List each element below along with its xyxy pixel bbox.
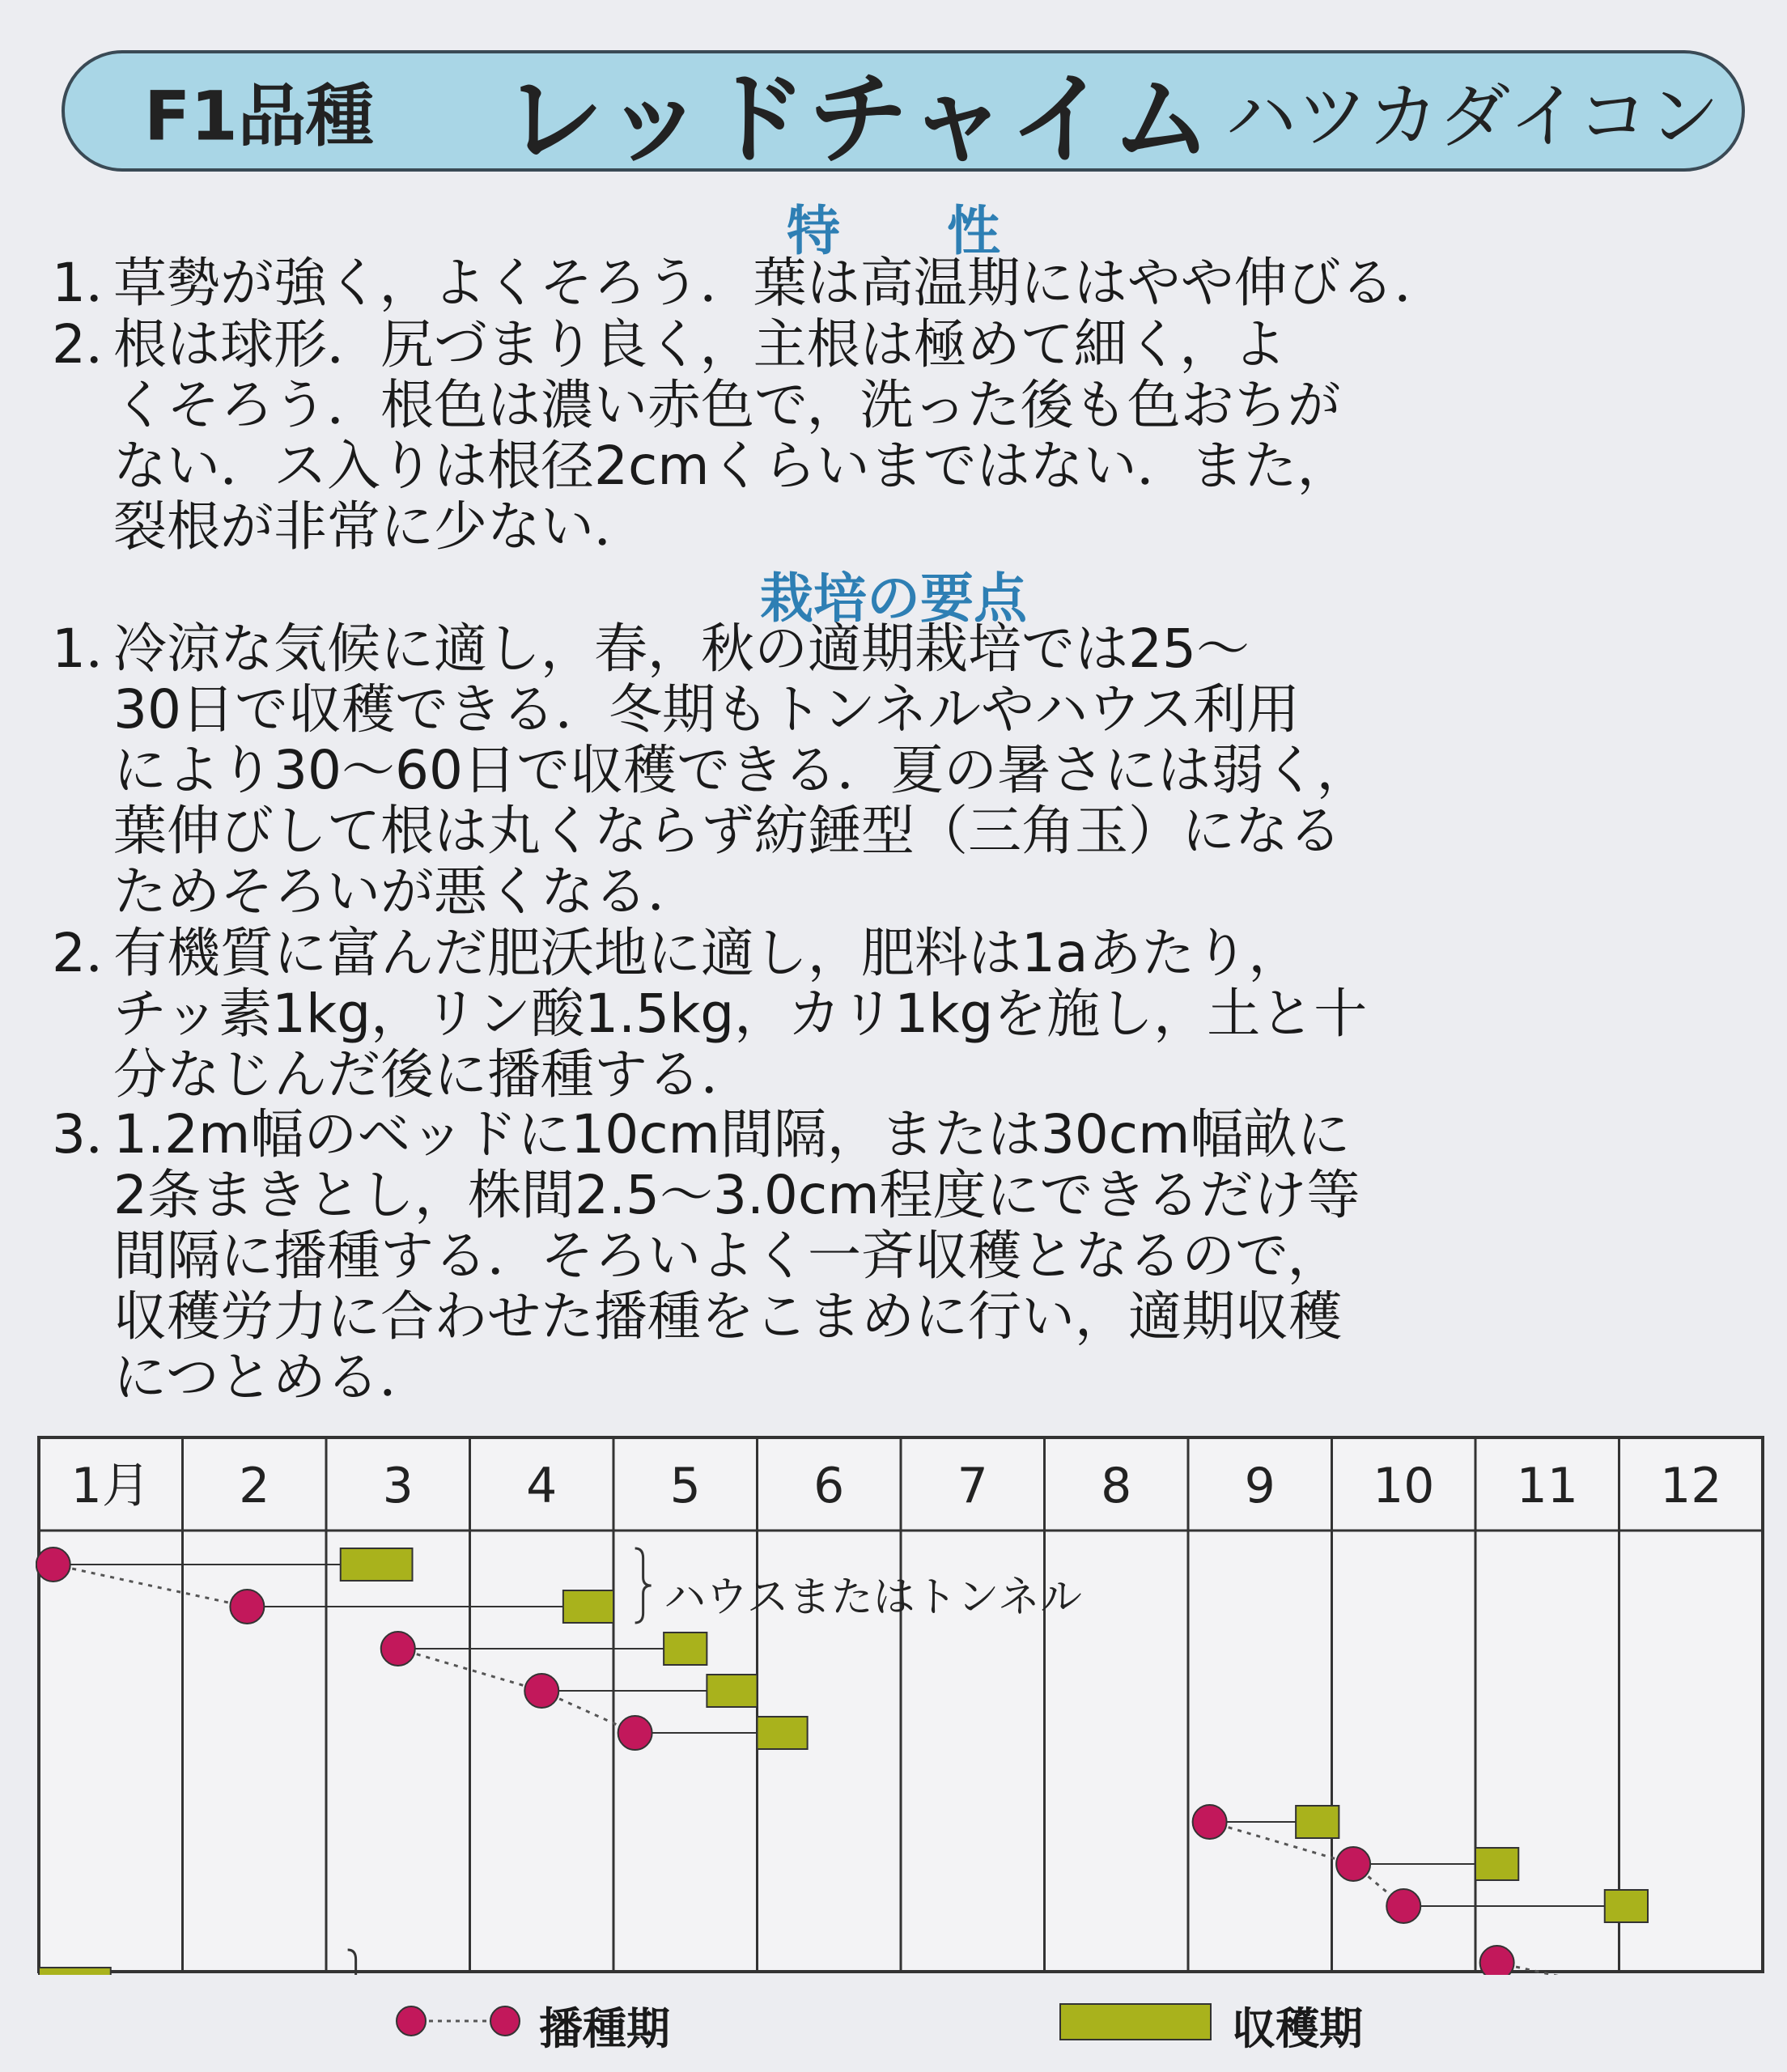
characteristic-item-2 [52,314,1768,557]
harvest-bar [1296,1806,1339,1838]
item-line: 1.2m幅のベッドに10cm間隔，または30cm幅畝に [113,1103,1351,1166]
item-line: ない．ス入りは根径2cmくらいまではない．また， [113,435,1351,497]
month-label: 6 [813,1458,845,1514]
item-number: 2． [52,922,139,984]
sowing-dot [36,1548,70,1582]
item-line: 葉伸びして根は丸くならず紡錘型（三角玉）になる [113,800,1342,862]
sowing-legend-icon [393,1993,539,2049]
month-label: 10 [1373,1458,1435,1514]
item-line: 有機質に富んだ肥沃地に適し，肥料は1aあたり， [113,922,1302,984]
harvest-legend-label: 収穫期 [1232,2003,1363,2054]
item-line: 草勢が強く，よくそろう．葉は高温期にはやや伸びる． [113,252,1448,314]
item-line: くそろう．根色は濃い赤色で，洗った後も色おちが [113,374,1341,436]
item-line: 裂根が非常に少ない． [113,495,647,558]
legend-sowing [393,1993,960,2054]
month-label: 2 [239,1458,270,1514]
item-line: ためそろいが悪くなる． [113,860,701,923]
harvest-legend-icon [1057,1993,1219,2049]
item-line: 分なじんだ後に播種する． [113,1043,754,1106]
month-label: 8 [1101,1458,1132,1514]
variety-label: F1品種 [144,76,374,156]
characteristics-heading: 特 性 [787,200,1000,262]
sowing-dot [1193,1805,1227,1839]
title-banner [62,50,1745,178]
month-label: 11 [1516,1458,1578,1514]
item-line: チッ素1kg，リン酸1.5kg，カリ1kgを施し，土と十 [113,983,1368,1045]
cultivation-item-1 [52,618,1768,926]
item-line: 根は球形．尻づまり良く，主根は極めて細く，よ [113,313,1287,376]
product-type: ハツカダイコン [1225,74,1720,158]
sowing-dot [1336,1847,1370,1881]
harvest-bar [1475,1848,1518,1880]
item-line: 冷涼な気候に適し，春，秋の適期栽培では25～ [113,618,1250,680]
harvest-bar [1605,1890,1648,1922]
sowing-dot [1386,1889,1420,1923]
product-name: レッドチャイム [503,62,1214,178]
annotation-top: ハウスまたはトンネル [664,1573,1083,1622]
harvest-bar [707,1675,757,1707]
harvest-bar [39,1968,111,1975]
harvest-bar [664,1633,707,1665]
month-label: 3 [382,1458,414,1514]
sowing-dot [381,1632,415,1666]
item-line: 間隔に播種する．そろいよく一斉収穫となるので， [113,1225,1341,1287]
item-number: 1． [52,252,139,314]
item-line: 2条まきとし，株間2.5～3.0cm程度にできるだけ等 [113,1164,1360,1226]
month-label: 4 [526,1458,558,1514]
sowing-dot [618,1716,652,1750]
harvest-bar [758,1717,808,1749]
sowing-dot [230,1590,264,1624]
item-number: 2． [52,313,139,376]
month-label: 1月 [70,1458,151,1514]
characteristic-item-1 [52,253,1768,317]
cultivation-item-3 [52,1104,1768,1412]
item-line: 収穫労力に合わせた播種をこまめに行い，適期収穫 [113,1285,1342,1348]
cultivation-item-2 [52,923,1768,1109]
legend-harvest [1057,1993,1624,2054]
item-number: 1． [52,618,139,680]
month-label: 12 [1660,1458,1722,1514]
month-label: 7 [957,1458,988,1514]
sowing-dot [524,1674,558,1708]
item-number: 3． [52,1103,139,1166]
harvest-bar [563,1590,613,1623]
item-line: につとめる． [113,1346,433,1408]
month-label: 9 [1244,1458,1276,1514]
item-line: 30日で収穫できる．冬期もトンネルやハウス利用 [113,678,1301,741]
harvest-bar [341,1548,413,1581]
cultivation-calendar [36,1434,1768,1975]
item-line: により30～60日で収穫できる．夏の暑さには弱く， [113,739,1370,801]
sowing-legend-label: 播種期 [539,2003,670,2054]
month-label: 5 [669,1458,701,1514]
cultivation-heading: 栽培の要点 [760,567,1027,630]
sowing-dot [1480,1946,1514,1975]
